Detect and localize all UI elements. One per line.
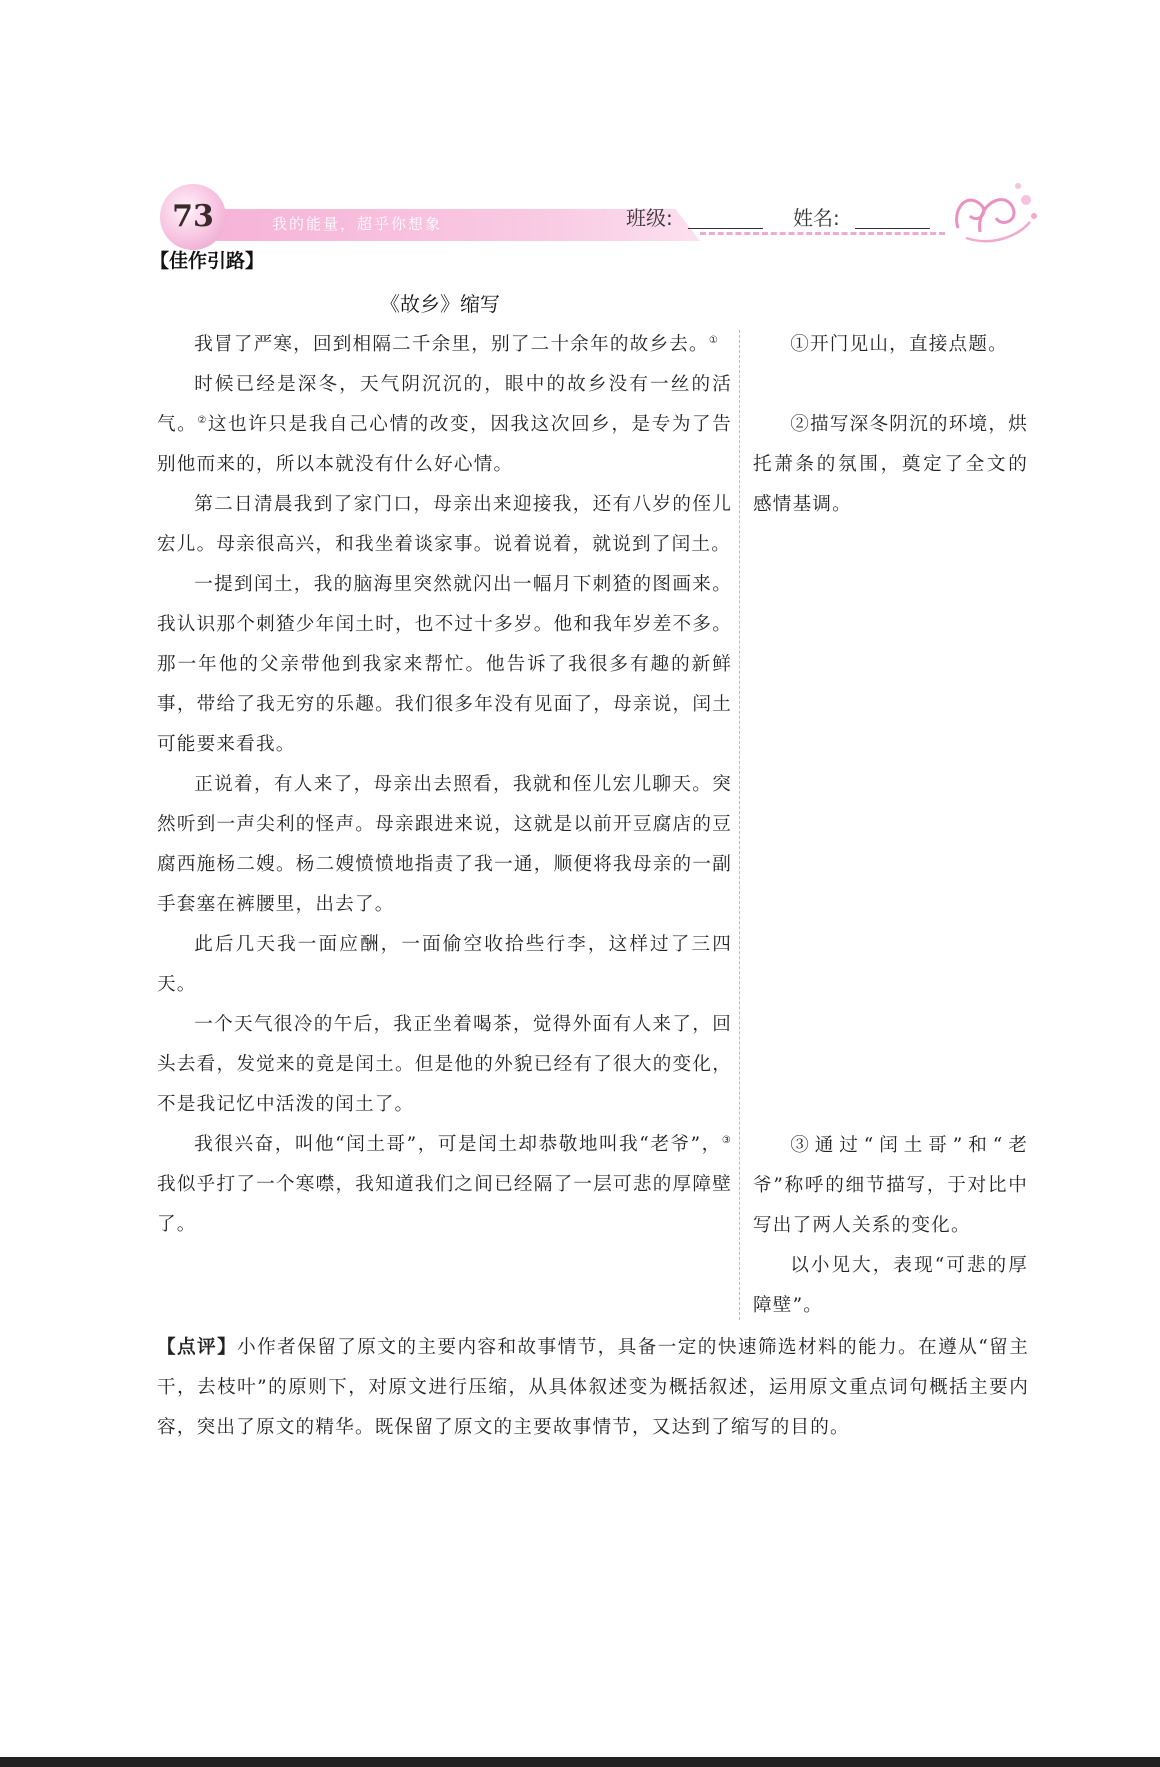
class-label: 班级: [626,206,673,230]
side-note: ①开门见山，直接点题。 [790,334,1008,355]
comment-text: 小作者保留了原文的主要内容和故事情节，具备一定的快速筛选材料的能力。在遵从“留主干，去枝叶”的原则下，对原文进行压缩，从具体叙述变为概括叙述，运用原文重点词句概括主要内容，突出了原文的精华。既保留了原文的主要故事情节，又达到了缩写的目的。 [157,1337,1029,1438]
name-field[interactable] [855,228,930,229]
flourish-ornament-icon [950,176,1040,248]
paragraph: 一个天气很冷的午后，我正坐着喝茶，觉得外面有人来了，回头去看，发觉来的竟是闰土。但是他的外貌已经有了很大的变化，不是我记忆中活泼的闰土了。 [157,1014,732,1115]
page-header [150,176,1030,246]
side-note: ③通过“闰土哥”和“老爷”称呼的细节描写，于对比中写出了两人关系的变化。 [753,1135,1028,1236]
paragraph: 时候已经是深冬，天气阴沉沉的，眼中的故乡没有一丝的活气。②这也许只是我自己心情的改变，因我这次回乡，是专为了告别他而来的，所以本就没有什么好心情。 [157,374,733,475]
side-note: ②描写深冬阴沉的环境，烘托萧条的氛围，奠定了全文的感情基调。 [753,414,1028,515]
bottom-bar [0,1757,1160,1767]
paragraph: 我很兴奋，叫他“闰土哥”，可是闰土却恭敬地叫我“老爷”，③我似乎打了一个寒噤，我知道我们之间已经隔了一层可悲的厚障壁了。 [157,1134,732,1235]
comment [157,1328,1029,1448]
page-number: 73 [160,184,226,250]
header-dashed-line [700,232,945,235]
paragraph: 一提到闰土，我的脑海里突然就闪出一幅月下刺猹的图画来。我认识那个刺猹少年闰土时，也不过十多岁。他和我年岁差不多。那一年他的父亲带他到我家来帮忙。他告诉了我很多有趣的新鲜事，带给了我无穷的乐趣。我们很多年没有见面了，母亲说，闰土可能要来看我。 [157,574,732,755]
slogan: 我的能量，超乎你想象 [272,215,443,233]
section-label: 【佳作引路】 [150,250,265,272]
side-note: 以小见大，表现“可悲的厚障壁”。 [753,1255,1028,1316]
paragraph: 正说着，有人来了，母亲出去照看，我就和侄儿宏儿聊天。突然听到一声尖利的怪声。母亲跟进来说，这就是以前开豆腐店的豆腐西施杨二嫂。杨二嫂愤愤地指责了我一通，顺便将我母亲的一副手套塞在裤腰里，出去了。 [157,774,732,915]
essay-title: 《故乡》缩写 [380,292,500,316]
comment-label: 【点评】 [157,1337,238,1358]
footnote-mark: ① [708,334,719,346]
footnote-mark: ③ [721,1134,732,1146]
footnote-mark: ② [197,414,208,426]
class-field[interactable] [688,228,763,229]
paragraph: 我冒了严寒，回到相隔二千余里，别了二十余年的故乡去。① [194,334,719,355]
paragraph: 此后几天我一面应酬，一面偷空收拾些行李，这样过了三四天。 [157,934,732,995]
paragraph: 第二日清晨我到了家门口，母亲出来迎接我，还有八岁的侄儿宏儿。母亲很高兴，和我坐着谈家事。说着说着，就说到了闰土。 [157,494,732,555]
essay-body [157,325,732,1245]
column-divider [739,330,740,1320]
name-label: 姓名: [793,206,840,230]
